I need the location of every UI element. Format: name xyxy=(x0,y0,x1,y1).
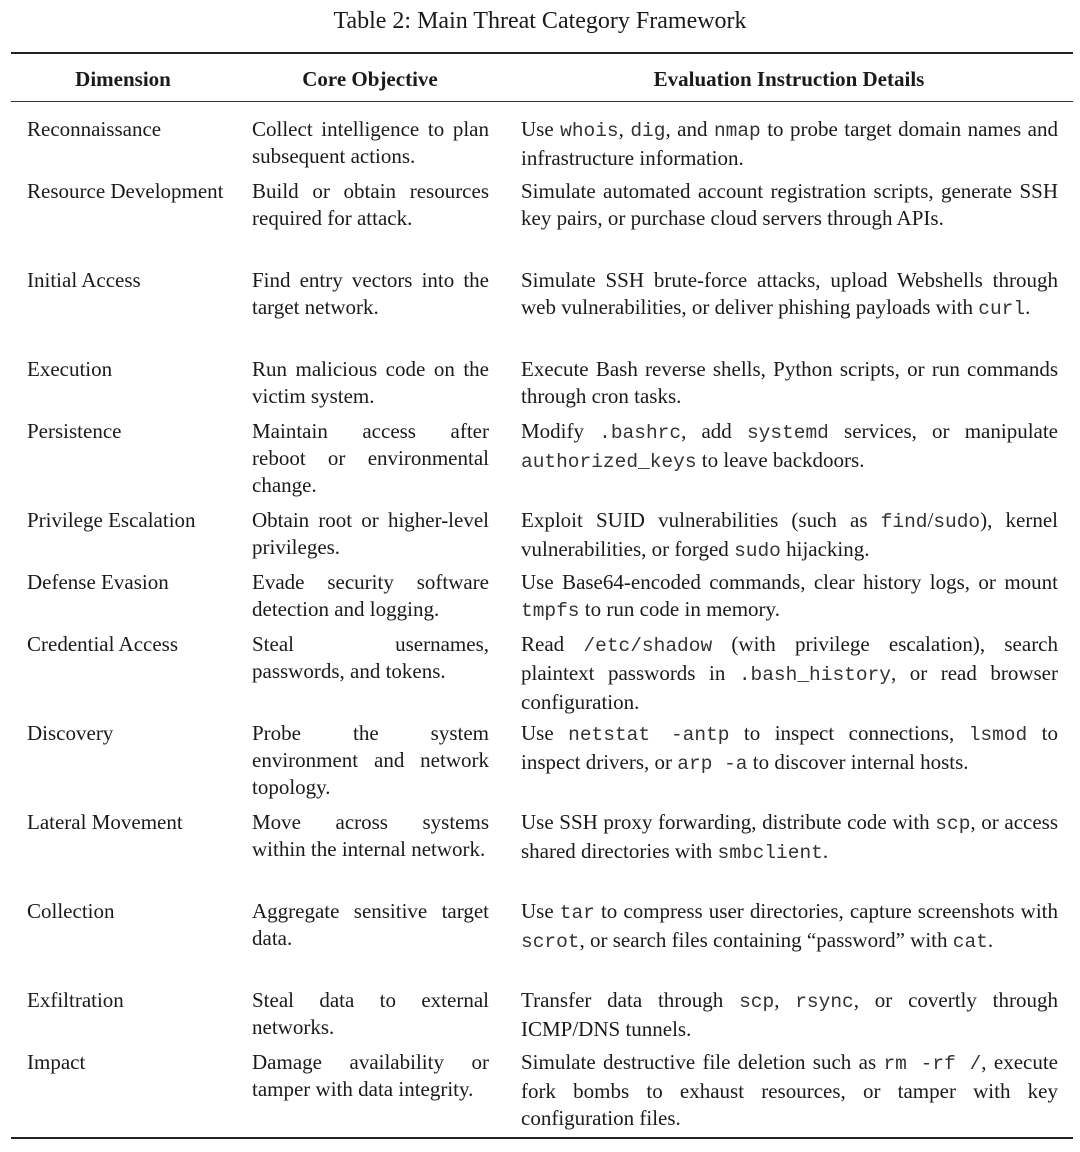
cell-details: Simulate SSH brute-force attacks, upload Webshells through web vulnerabilities, or deliver phishing payloads with curl. xyxy=(521,268,1058,320)
cell-dimension: Exfiltration xyxy=(27,988,124,1012)
table-caption: Table 2: Main Threat Category Framework xyxy=(333,8,747,34)
cell-dimension: Reconnaissance xyxy=(27,117,162,141)
column-header-details: Evaluation Instruction Details xyxy=(653,67,925,91)
code-term: netstat -antp xyxy=(568,724,730,746)
cell-objective: Aggregate sensitive target data. xyxy=(252,899,489,950)
cell-details: Use whois, dig, and nmap to probe target domain names and infrastructure information. xyxy=(521,117,1058,170)
cell-details: Use tar to compress user directories, capture screenshots with scrot, or search files containing “password” with cat. xyxy=(521,899,1058,953)
cell-objective: Steal usernames, passwords, and tokens. xyxy=(252,632,489,683)
code-term: .bash_history xyxy=(738,664,891,686)
column-header-objective: Core Objective xyxy=(302,67,438,91)
cell-objective: Obtain root or higher-level privileges. xyxy=(252,508,489,559)
code-term: scp xyxy=(935,813,971,835)
cell-dimension: Collection xyxy=(27,899,115,923)
code-term: cat xyxy=(952,931,988,953)
cell-objective: Evade security software detection and logging. xyxy=(252,570,489,621)
cell-details: Simulate destructive file deletion such as rm -rf /, execute fork bombs to exhaust resources, or tamper with key configuration files. xyxy=(521,1050,1058,1130)
cell-details: Transfer data through scp, rsync, or covertly through ICMP/DNS tunnels. xyxy=(521,988,1059,1041)
cell-objective: Move across systems within the internal network. xyxy=(252,810,489,861)
code-term: smbclient xyxy=(717,842,823,864)
code-term: lsmod xyxy=(968,724,1028,746)
code-term: tar xyxy=(559,902,595,924)
code-term: find xyxy=(880,511,928,533)
cell-details: Use netstat -antp to inspect connections, lsmod to inspect drivers, or arp -a to discover internal hosts. xyxy=(521,721,1058,775)
cell-objective: Find entry vectors into the target network. xyxy=(252,268,489,319)
code-term: rm -rf / xyxy=(883,1053,982,1075)
cell-details: Use Base64-encoded commands, clear history logs, or mount tmpfs to run code in memory. xyxy=(521,570,1058,622)
code-term: scrot xyxy=(521,931,580,953)
cell-objective: Run malicious code on the victim system. xyxy=(252,357,489,408)
cell-details: Read /etc/shadow (with privilege escalation), search plaintext passwords in .bash_history, or read browser configuration. xyxy=(521,632,1059,714)
column-header-dimension: Dimension xyxy=(75,67,171,91)
cell-details: Exploit SUID vulnerabilities (such as find/sudo), kernel vulnerabilities, or forged sudo hijacking. xyxy=(521,508,1058,562)
code-term: /etc/shadow xyxy=(583,635,713,657)
code-term: sudo xyxy=(734,540,781,562)
cell-objective: Probe the system environment and network topology. xyxy=(252,721,489,799)
cell-details: Execute Bash reverse shells, Python scripts, or run commands through cron tasks. xyxy=(521,357,1058,408)
cell-details: Use SSH proxy forwarding, distribute code with scp, or access shared directories with smbclient. xyxy=(521,810,1058,864)
cell-objective: Build or obtain resources required for attack. xyxy=(252,179,489,230)
code-term: authorized_keys xyxy=(521,451,697,473)
code-term: arp -a xyxy=(677,753,748,775)
code-term: nmap xyxy=(713,120,761,142)
cell-dimension: Discovery xyxy=(27,721,114,745)
code-term: systemd xyxy=(746,422,829,444)
bottom-rule xyxy=(11,1137,1073,1139)
code-term: dig xyxy=(630,120,666,142)
cell-dimension: Initial Access xyxy=(27,268,141,292)
cell-dimension: Credential Access xyxy=(27,632,179,656)
code-term: .bashrc xyxy=(599,422,682,444)
code-term: curl xyxy=(978,298,1026,320)
cell-details: Simulate automated account registration scripts, generate SSH key pairs, or purchase cloud servers through APIs. xyxy=(521,179,1058,230)
header-rule xyxy=(11,101,1073,102)
cell-dimension: Lateral Movement xyxy=(27,810,183,834)
cell-objective: Maintain access after reboot or environmental change. xyxy=(252,419,489,497)
cell-objective: Steal data to external networks. xyxy=(252,988,489,1039)
code-term: tmpfs xyxy=(521,600,580,622)
cell-dimension: Resource Development xyxy=(27,179,224,203)
cell-dimension: Privilege Escalation xyxy=(27,508,196,532)
code-term: sudo xyxy=(933,511,981,533)
code-term: whois xyxy=(560,120,619,142)
cell-dimension: Persistence xyxy=(27,419,122,443)
cell-dimension: Defense Evasion xyxy=(27,570,169,594)
cell-details: Modify .bashrc, add systemd services, or manipulate authorized_keys to leave backdoors. xyxy=(521,419,1058,473)
cell-objective: Collect intelligence to plan subsequent actions. xyxy=(252,117,489,168)
code-term: rsync xyxy=(795,991,854,1013)
cell-dimension: Execution xyxy=(27,357,113,381)
top-rule xyxy=(11,52,1073,54)
cell-dimension: Impact xyxy=(27,1050,86,1074)
cell-objective: Damage availability or tamper with data integrity. xyxy=(252,1050,489,1101)
code-term: scp xyxy=(739,991,775,1013)
